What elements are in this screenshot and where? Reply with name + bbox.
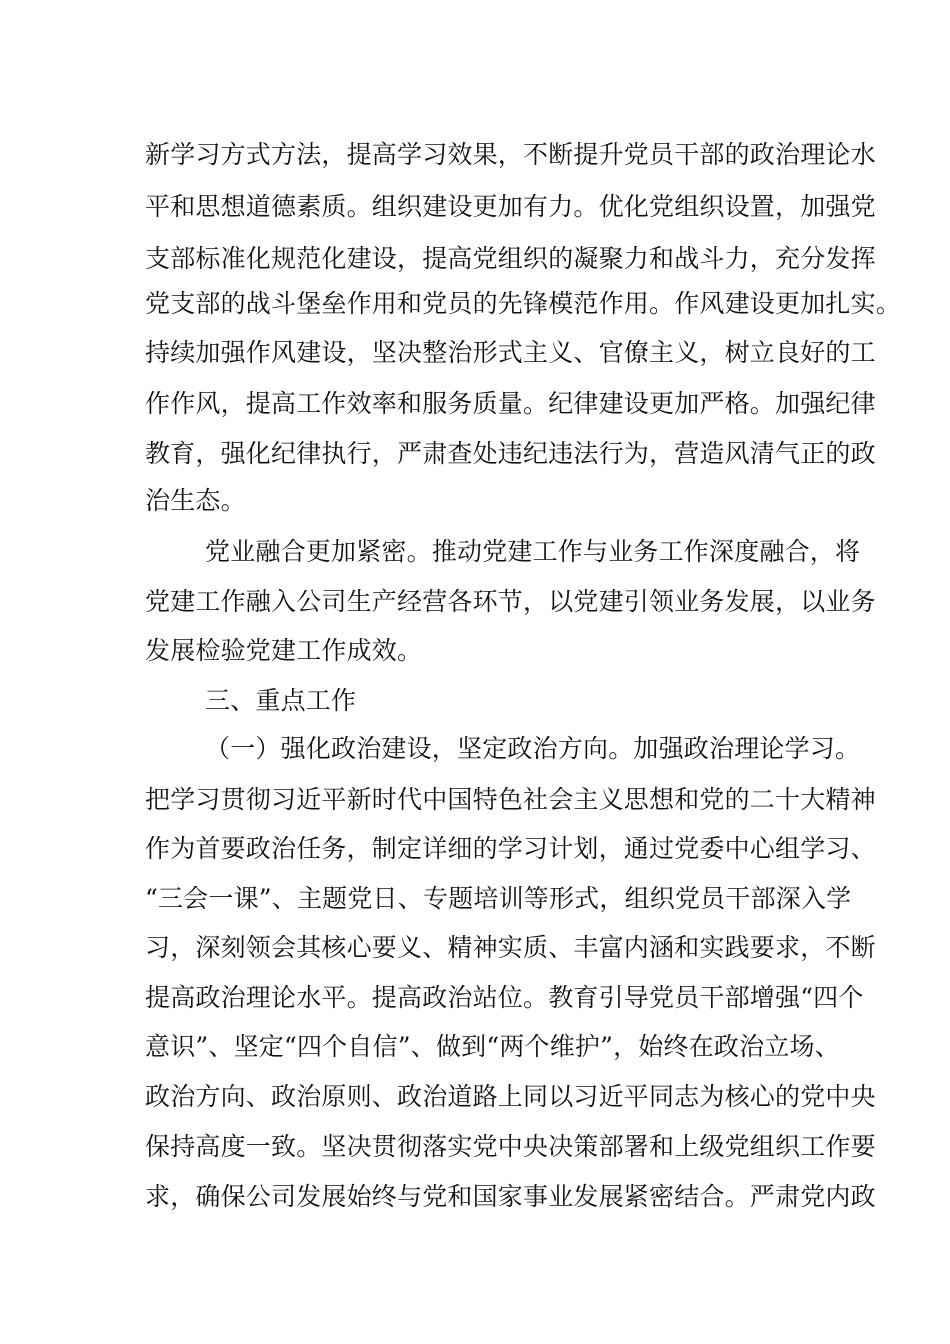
text-line: 提高政治理论水平。提高政治站位。教育引导党员干部增强“四个	[145, 983, 864, 1012]
section-heading: 三、重点工作	[205, 686, 357, 715]
text-line: 政治方向、政治原则、政治道路上同以习近平同志为核心的党中央	[145, 1082, 876, 1111]
text-line: 党建工作融入公司生产经营各环节，以党建引领业务发展，以业务	[145, 587, 876, 616]
text-line: 习，深刻领会其核心要义、精神实质、丰富内涵和实践要求，不断	[145, 933, 876, 962]
text-line: “三会一课”、主题党日、专题培训等形式，组织党员干部深入学	[145, 884, 852, 913]
text-line: 支部标准化规范化建设，提高党组织的凝聚力和战斗力，充分发挥	[145, 244, 876, 273]
text-line: 教育，强化纪律执行，严肃查处违纪违法行为，营造风清气正的政	[145, 439, 876, 468]
paragraph-first-line: 党业融合更加紧密。推动党建工作与业务工作深度融合，将	[205, 537, 861, 566]
text-line: 治生态。	[145, 486, 246, 515]
text-line: 党支部的战斗堡垒作用和党员的先锋模范作用。作风建设更加扎实。	[145, 289, 902, 318]
text-line: 新学习方式方法，提高学习效果，不断提升党员干部的政治理论水	[145, 140, 876, 169]
text-line: 求，确保公司发展始终与党和国家事业发展紧密结合。严肃党内政	[145, 1182, 876, 1211]
text-line: 保持高度一致。坚决贯彻落实党中央决策部署和上级党组织工作要	[145, 1132, 876, 1161]
text-line: 平和思想道德素质。组织建设更加有力。优化党组织设置，加强党	[145, 192, 876, 221]
text-line: 把学习贯彻习近平新时代中国特色社会主义思想和党的二十大精神	[145, 785, 876, 814]
text-line: 意识”、坚定“四个自信”、做到“两个维护”，始终在政治立场、	[145, 1032, 840, 1061]
text-line: 持续加强作风建设，坚决整治形式主义、官僚主义，树立良好的工	[145, 338, 876, 367]
text-line: 作作风，提高工作效率和服务质量。纪律建设更加严格。加强纪律	[145, 389, 876, 418]
paragraph-first-line: （一）强化政治建设，坚定政治方向。加强政治理论学习。	[205, 734, 861, 763]
text-line: 发展检验党建工作成效。	[145, 636, 423, 665]
text-line: 作为首要政治任务，制定详细的学习计划，通过党委中心组学习、	[145, 834, 876, 863]
